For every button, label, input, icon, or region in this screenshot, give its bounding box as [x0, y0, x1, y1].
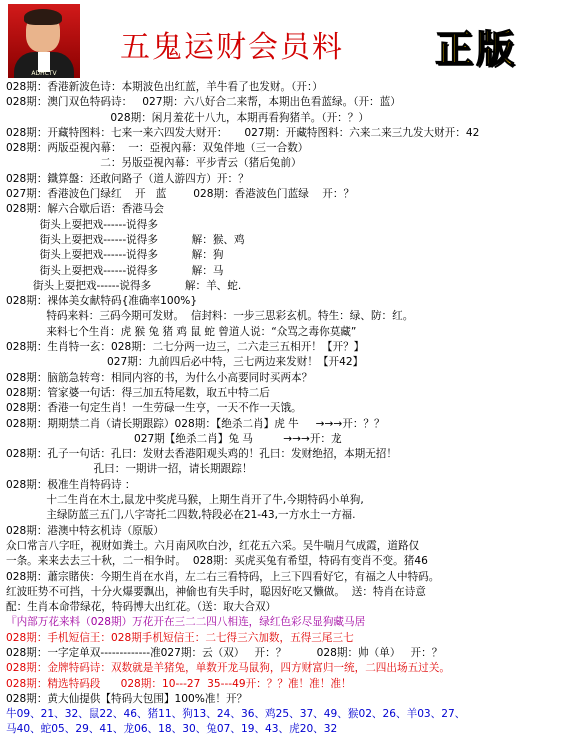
content-line: 一条。来来去去三十秋，二一相争时。 028期：买虎买兔有希望，特码有变肖不变。猪46	[6, 555, 428, 568]
content-line: 028期：裸体美女献特码{准确率100%}	[6, 295, 198, 308]
content-line: 马40、蛇05、29、41、龙06、18、30、兔07、19、43、虎20、32	[6, 723, 338, 736]
content-line: 『内部万花来料（028期）万花开在三二二四八相连，绿红色彩尽显狗藏马居	[6, 616, 366, 629]
content-line: 牛09、21、32、鼠22、46、猪11、狗13、24、36、鸡25、37、49、猴02、26、羊03、27、	[6, 708, 466, 721]
content-line: 配：生肖本命带绿花，特码博大出红花。（送：取大合双）	[6, 601, 277, 614]
content-line: 十二生肖在木土,鼠龙中奖虎马猴，上期生肖开了牛,今期特码小单狗,	[6, 494, 364, 507]
content-line: 028期：黄大仙提供【特码大包围】100%准！开？	[6, 692, 248, 705]
portrait-photo	[8, 4, 80, 78]
content-line: 027期：香港波色门绿红 开 蓝 028期：香港波色门蓝绿 开：？	[6, 188, 355, 201]
genuine-seal: 正版	[435, 27, 518, 71]
content-line: 028期：精选特码段 028期：10---27 35---49开：？？准！准！准！	[6, 677, 352, 690]
content-line: 二：另版亞視內幕：平步青云（猪后兔前）	[6, 157, 302, 170]
content-line: 028期：一字定单双-------------准027期：云（双） 开：？ 028期：帅（单） 开：？	[6, 646, 443, 659]
content-line: 028期：香港一句定生肖！一生劳碌一生亨，一天不作一天饿。	[6, 402, 302, 415]
content-line: 街头上耍把戏------说得多 解：马	[6, 264, 224, 277]
content-line: 028期：蕭宗賭侠：今期生肖在水肖，左二右三看特码，上三下四看好它，有福之人中特码。	[6, 570, 440, 583]
content-line: 028期：生肖特一玄：028期：二七分两一边三，二六走三五相开！【开？】	[6, 341, 365, 354]
content-line: 028期：鐵算盤：还敢问路子（道人游四方）开：？	[6, 172, 249, 185]
content-line: 特码来料：三码今期可发财。 信封料：一步三思彩玄机。特生：绿、防：红。	[6, 310, 414, 323]
content-line: 028期：脑筋急转弯：相同内容的书，为什么小高要同时买两本？	[6, 371, 313, 384]
content-line: 028期：极准生肖特码诗 ：	[6, 478, 136, 491]
content-line: 028期：孔子一句话：孔曰：发财去香港阳观头鸡的！孔曰：发财绝招，本期无招！	[6, 448, 397, 461]
content-line: 028期：管家婆一句话：得三加五特尾数，取五中特二后	[6, 386, 270, 399]
photo-caption: ADHCTV	[31, 70, 57, 77]
page-title: 五鬼运财会员料	[120, 30, 344, 65]
content-line: 街头上耍把戏------说得多 解：羊、蛇.	[6, 279, 242, 292]
content-line: 街头上耍把戏------说得多	[6, 218, 158, 231]
content-line: 孔曰：一期讲一招，请长期跟踪！	[6, 463, 253, 476]
content-line: 来料七个生肖：虎 猴 兔 猪 鸡 鼠 蛇 曾道人说：“众骂之毒你莫藏”	[6, 325, 357, 338]
content-line: 027期【绝杀二肖】兔 马 →→→开：龙	[6, 432, 342, 445]
content-line: 街头上耍把戏------说得多 解：猴、鸡	[6, 233, 245, 246]
content-line: 028期：开藏特图料：七来一来六四发大财开： 027期：开藏特图料：六来二来三九发大财开：42	[6, 126, 480, 139]
page-header	[0, 0, 583, 82]
content-line: 027期：九前四后必中特，三七两边来发财！【开42】	[6, 356, 364, 369]
content-line: 红波旺势不可挡，十分火爆要飘出，神偷也有失手时，聪因好吃又懒做。 送：特肖在诗意	[6, 585, 426, 598]
content-line: 028期：香港新波色诗：本期波色出红蓝，羊牛看了也发财。（开：）	[6, 81, 323, 93]
content-line: 028期：解六合歇后语：香港马会	[6, 203, 164, 216]
content-line: 028期：闲月羞花十八九，本期再看狗猪羊。（开：？）	[6, 111, 369, 124]
content-line: 众口常言八字旺，视财如粪土。六月南风吹白沙，红花五六采。吴牛喘月气成霞，道路仅	[6, 539, 420, 552]
content-line: 028期：澳门双色特码诗： 027期：六八好合二来帮，本期出色看蓝绿。（开：蓝）	[6, 96, 401, 109]
content-line: 028期：期期禁二肖（请长期跟踪）028期：【绝杀二肖】虎 牛 →→→开：？？	[6, 417, 385, 430]
content-line: 028期：金牌特码诗：双数就是羊猪兔，单数开龙马鼠狗，四方财富归一统，二四出场五过关。	[6, 662, 450, 675]
content-line: 028期：手机短信王：028期手机短信王：二七得三六加数，五得三尾三七	[6, 631, 354, 644]
prediction-content	[6, 80, 580, 738]
content-line: 街头上耍把戏------说得多 解：狗	[6, 249, 224, 262]
content-line: 028期：两版亞視內幕： 一：亞視內幕：双兔伴地（三一合数）	[6, 142, 309, 155]
content-line: 主绿防蓝三五门,八字寄托二四数,特段必在21-43,一方水土一方福.	[6, 509, 356, 522]
content-line: 028期：港澳中特玄机诗（原版）	[6, 524, 164, 537]
